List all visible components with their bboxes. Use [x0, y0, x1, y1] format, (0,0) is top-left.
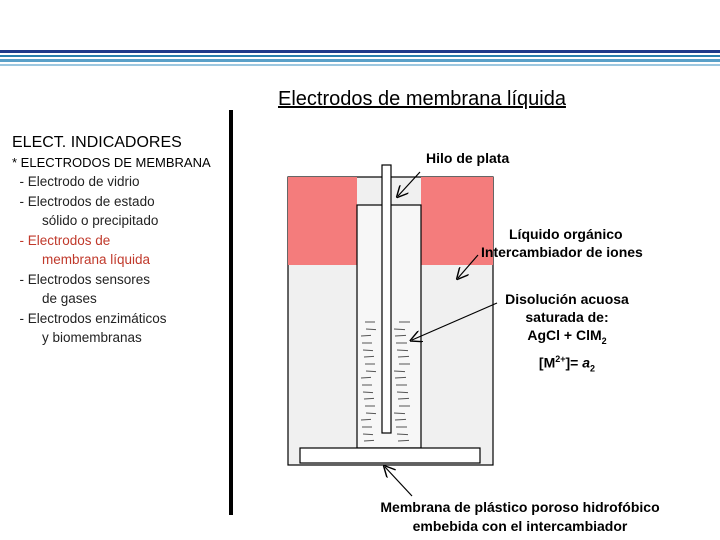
list-item: - Electrodos de: [12, 232, 111, 248]
solution-dash: [361, 335, 371, 336]
list-item: - Electrodos sensores: [12, 271, 151, 287]
solution-dash: [361, 377, 371, 378]
solution-dash: [366, 371, 376, 372]
solution-dash: [395, 419, 406, 420]
solution-dash: [366, 329, 376, 330]
membrane-label: Membrana de plástico poroso hidrofóbico embebida con el intercambiador: [380, 499, 660, 534]
section-subheading: * ELECTRODOS DE MEMBRANA: [12, 155, 211, 170]
solution-dash: [397, 350, 408, 351]
list-item: - Electrodos enzimáticos: [12, 310, 167, 326]
silver-wire: [382, 165, 391, 433]
section-heading: ELECT. INDICADORES: [12, 134, 182, 151]
solution-dash: [361, 419, 371, 420]
solution-dash: [394, 413, 405, 414]
solution-dash: [363, 350, 373, 351]
organic-liquid-left: [288, 177, 357, 265]
solution-dash: [366, 413, 376, 414]
arrow-membrane: [385, 467, 412, 496]
solution-dash: [364, 440, 374, 441]
solution-dash: [394, 371, 405, 372]
solution-dash: [395, 377, 406, 378]
solution-dash: [363, 392, 373, 393]
solution-dash: [394, 329, 405, 330]
ion-exchanger-label: Intercambiador de iones: [481, 244, 643, 260]
solution-dash: [363, 434, 373, 435]
solution-dash: [397, 434, 408, 435]
solution-dash: [364, 398, 374, 399]
slide-title: Electrodos de membrana líquida: [278, 88, 566, 110]
organic-liquid-label: Líquido orgánico: [509, 226, 623, 242]
membrane: [300, 448, 480, 463]
list-item: - Electrodos de estado: [12, 193, 155, 209]
solution-label: Disolución acuosa saturada de: AgCl + ClM$_2$ $[M^{2+}]= a_2$: [505, 291, 629, 374]
list-item: membrana líquida: [12, 252, 151, 267]
solution-dash: [395, 335, 406, 336]
solution-dash: [364, 356, 374, 357]
list-item: de gases: [12, 291, 97, 306]
list-item: sólido o precipitado: [12, 213, 159, 228]
solution-dash: [398, 440, 409, 441]
list-item: y biomembranas: [12, 330, 142, 345]
solution-dash: [397, 392, 408, 393]
solution-dash: [398, 356, 409, 357]
list-item: - Electrodo de vidrio: [12, 174, 140, 189]
silver-wire-label: Hilo de plata: [426, 150, 510, 166]
solution-dash: [398, 398, 409, 399]
